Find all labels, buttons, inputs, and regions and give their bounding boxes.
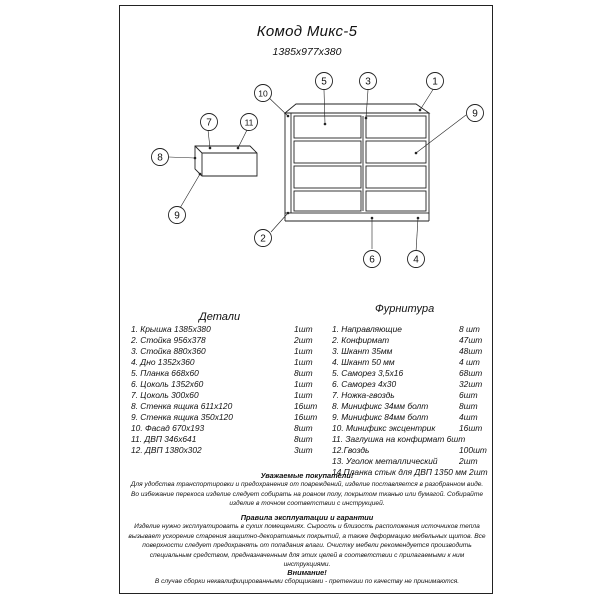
hardware-row xyxy=(332,412,492,423)
instruction-sheet xyxy=(119,5,493,594)
hardware-item-qty: 6шт xyxy=(459,390,478,400)
hardware-row xyxy=(332,368,492,379)
details-item-qty: 1шт xyxy=(294,346,313,356)
details-item-name: 5. Планка 668х60 xyxy=(131,368,199,378)
details-row xyxy=(131,324,321,335)
details-item-name: 6. Цоколь 1352х60 xyxy=(131,379,204,389)
warning-text: В случае сборки неквалифицированными сборщиками - претензии по качеству не принимаются. xyxy=(154,578,460,585)
hardware-item-name: 11. Заглушка на конфирмат 6шт xyxy=(332,434,466,444)
hardware-item-qty: 32шт xyxy=(459,379,483,389)
hardware-item-qty: 8 шт xyxy=(459,324,480,334)
hardware-row xyxy=(332,346,492,357)
hardware-item-name: 2. Конфирмат xyxy=(332,335,390,345)
hardware-item-name: 10. Минификс эксцентрик xyxy=(332,423,436,433)
callout-number: 7 xyxy=(206,117,212,129)
details-item-qty: 8шт xyxy=(294,434,313,444)
details-item-qty: 1шт xyxy=(294,390,313,400)
details-row xyxy=(131,434,321,445)
hardware-item-qty: 4 шт xyxy=(459,357,480,367)
hardware-row xyxy=(332,456,492,467)
callout-number: 11 xyxy=(244,117,254,128)
customers-heading: Уважаемые покупатели! xyxy=(260,471,354,480)
details-row xyxy=(131,379,321,390)
details-row xyxy=(131,390,321,401)
details-item-qty: 8шт xyxy=(294,423,313,433)
hardware-item-qty: 16шт xyxy=(459,423,483,433)
details-heading: Детали xyxy=(199,311,241,323)
hardware-heading: Фурнитура xyxy=(375,303,435,315)
hardware-row xyxy=(332,390,492,401)
details-row xyxy=(131,357,321,368)
details-item-name: 8. Стенка ящика 611х120 xyxy=(131,401,233,411)
hardware-item-name: 8. Минификс 34мм болт xyxy=(332,401,429,411)
details-item-qty: 3шт xyxy=(294,445,313,455)
callout-number: 3 xyxy=(365,76,371,88)
details-row xyxy=(131,335,321,346)
details-row xyxy=(131,401,321,412)
callout-number: 4 xyxy=(413,254,419,266)
hardware-item-qty: 47шт xyxy=(459,335,483,345)
details-item-qty: 8шт xyxy=(294,368,313,378)
product-dimensions: 1385х977х380 xyxy=(272,46,342,58)
hardware-item-name: 5. Саморез 3,5х16 xyxy=(332,368,404,378)
hardware-item-qty: 68шт xyxy=(459,368,483,378)
details-item-name: 10. Фасад 670х193 xyxy=(131,423,205,433)
hardware-list xyxy=(332,324,492,478)
callout-number: 1 xyxy=(432,76,438,88)
customers-text: Для удобства транспортировки и предохранения от повреждений, изделие поставляется в разобранном виде. Во избежание перекоса изделие следует собирать на ровном полу, покрытом тканью или бумагой. Собирайте изделие в точном соответствии с инструкцией. xyxy=(130,481,484,508)
details-list xyxy=(131,324,321,456)
hardware-item-name: 6. Саморез 4х30 xyxy=(332,379,397,389)
details-item-qty: 1шт xyxy=(294,357,313,367)
hardware-item-qty: 8шт xyxy=(459,401,478,411)
hardware-row xyxy=(332,401,492,412)
warning-heading: Внимание! xyxy=(287,568,327,577)
product-title: Комод Микс-5 xyxy=(256,23,358,40)
details-item-name: 2. Стойка 956х378 xyxy=(131,335,206,345)
hardware-item-name: 12.Гвоздь xyxy=(332,445,370,455)
details-row xyxy=(131,346,321,357)
callout-number: 9 xyxy=(472,108,478,120)
hardware-item-name: 4. Шкант 50 мм xyxy=(332,357,395,367)
rules-heading: Правила эксплуатации и гарантии xyxy=(240,513,374,522)
details-item-qty: 1шт xyxy=(294,324,313,334)
hardware-item-name: 1. Направляющие xyxy=(332,324,402,334)
hardware-item-qty: 2шт xyxy=(459,456,478,466)
callout-number: 8 xyxy=(157,152,163,164)
details-item-name: 12. ДВП 1380х302 xyxy=(131,445,202,455)
details-row xyxy=(131,368,321,379)
callout-number: 2 xyxy=(260,233,266,245)
details-item-name: 3. Стойка 880х360 xyxy=(131,346,206,356)
hardware-row xyxy=(332,335,492,346)
hardware-row xyxy=(332,423,492,434)
hardware-item-name: 7. Ножка-гвоздь xyxy=(332,390,395,400)
details-row xyxy=(131,445,321,456)
details-row xyxy=(131,423,321,434)
hardware-item-name: 3. Шкант 35мм xyxy=(332,346,393,356)
details-item-qty: 16шт xyxy=(294,412,318,422)
callout-number: 9 xyxy=(174,210,180,222)
details-item-name: 7. Цоколь 300х60 xyxy=(131,390,199,400)
rules-text: Изделие нужно эксплуатировать в сухих помещениях. Сырость и близость расположения источников тепла вызывает ускорение старения защитно-декоративных покрытий, а также деформацию мебельных щитов. Все поверхности следует предохранять от попадания влаги. Очистку мебели рекомендуется производить специальным средством, предназначенным для этих целей в соответствии с прилагаемыми к ним инструкциями. xyxy=(128,523,486,569)
hardware-row xyxy=(332,357,492,368)
hardware-row xyxy=(332,379,492,390)
hardware-item-name: 9. Минификс 84мм болт xyxy=(332,412,429,422)
dresser-top xyxy=(285,104,429,113)
hardware-row xyxy=(332,434,492,445)
hardware-row xyxy=(332,324,492,335)
hardware-item-qty: 48шт xyxy=(459,346,483,356)
hardware-item-name: 14.Планка стык для ДВП 1350 мм 2шт xyxy=(332,467,488,477)
hardware-item-qty: 100шт xyxy=(459,445,487,455)
details-item-name: 9. Стенка ящика 350х120 xyxy=(131,412,233,422)
details-item-name: 11. ДВП 346х641 xyxy=(131,434,197,444)
details-item-name: 1. Крышка 1385х380 xyxy=(131,324,211,334)
callout-number: 6 xyxy=(369,254,375,266)
hardware-item-name: 13. Уголок металлический xyxy=(332,456,438,466)
callout-number: 5 xyxy=(321,76,327,88)
callout-number: 10 xyxy=(258,88,268,99)
details-row xyxy=(131,412,321,423)
details-item-qty: 1шт xyxy=(294,379,313,389)
hardware-row xyxy=(332,445,492,456)
details-item-name: 4. Дно 1352х360 xyxy=(131,357,195,367)
details-item-qty: 2шт xyxy=(294,335,313,345)
hardware-item-qty: 4шт xyxy=(459,412,478,422)
details-item-qty: 16шт xyxy=(294,401,318,411)
